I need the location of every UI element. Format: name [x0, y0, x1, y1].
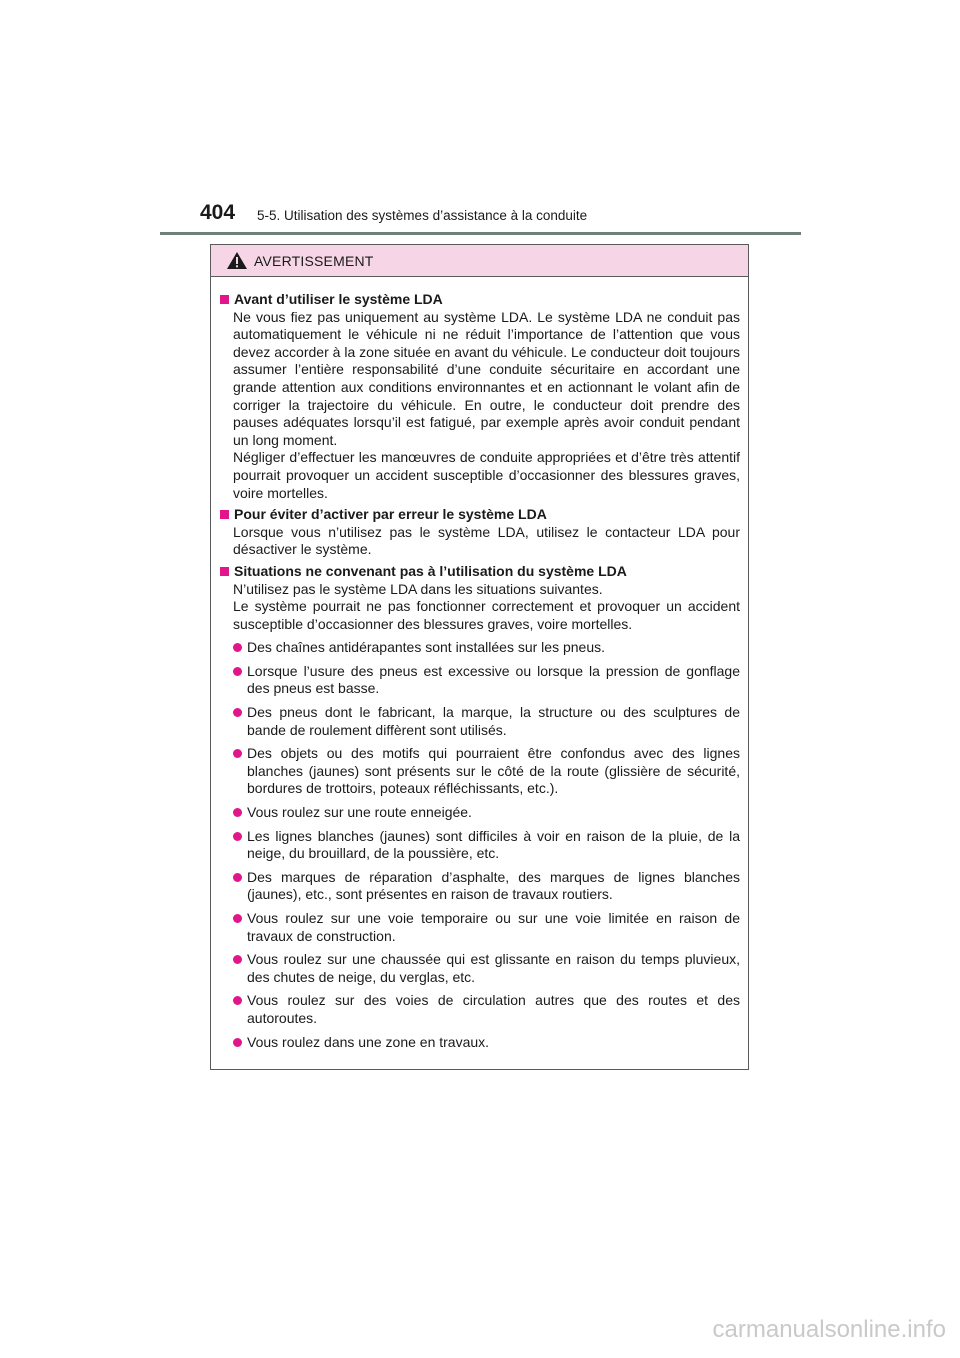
square-bullet-icon [220, 510, 229, 519]
list-item-text: Les lignes blanches (jaunes) sont difficiles à voir en raison de la pluie, de la neige, du brouillard, de la poussière, etc. [247, 827, 740, 862]
list-item [233, 828, 740, 863]
list-item [233, 663, 740, 698]
section-heading [220, 291, 740, 309]
round-bullet-icon [233, 708, 242, 717]
list-item [233, 704, 740, 739]
square-bullet-icon [220, 567, 229, 576]
situation-list [220, 639, 740, 1051]
running-head: 5-5. Utilisation des systèmes d’assistance à la conduite [257, 208, 588, 223]
paragraph: Négliger d’effectuer les manœuvres de conduite appropriées et d’être très attentif pourrait provoquer un accident susceptible d’occasionner des blessures graves, voire mortelles. [233, 449, 740, 501]
list-item [233, 745, 740, 798]
square-bullet-icon [220, 295, 229, 304]
warning-triangle-icon [226, 251, 248, 270]
warning-section [220, 506, 740, 559]
round-bullet-icon [233, 643, 242, 652]
warning-section [220, 563, 740, 1051]
list-item-text: Vous roulez sur des voies de circulation autres que des routes et des autoroutes. [247, 992, 740, 1026]
section-heading [220, 563, 740, 581]
list-item-text: Des objets ou des motifs qui pourraient être confondus avec des lignes blanches (jaunes) sont présents sur le côté de la route (glissière de sécurité, bordures de trottoirs, poteaux réfléchissants, etc.). [247, 745, 740, 797]
list-item-text: Vous roulez sur une route enneigée. [247, 804, 472, 821]
list-item-text: Lorsque l’usure des pneus est excessive ou lorsque la pression de gonflage des pneus est basse. [247, 662, 740, 697]
round-bullet-icon [233, 955, 242, 964]
round-bullet-icon [233, 832, 242, 841]
list-item-text: Des chaînes antidérapantes sont installées sur les pneus. [247, 639, 605, 656]
header-rule [160, 232, 801, 235]
round-bullet-icon [233, 914, 242, 923]
section-heading-text: Avant d’utiliser le système LDA [234, 291, 443, 307]
round-bullet-icon [233, 1038, 242, 1047]
warning-section [220, 291, 740, 502]
round-bullet-icon [233, 873, 242, 882]
list-item [233, 869, 740, 904]
paragraph: N’utilisez pas le système LDA dans les situations suivantes. [233, 580, 603, 597]
list-item [233, 910, 740, 945]
paragraph: Lorsque vous n’utilisez pas le système LDA, utilisez le contacteur LDA pour désactiver le système. [233, 523, 740, 558]
list-item [233, 804, 740, 822]
section-heading-text: Situations ne convenant pas à l’utilisation du système LDA [234, 562, 627, 579]
list-item [233, 992, 740, 1027]
page-number: 404 [200, 201, 236, 224]
list-item-text: Des pneus dont le fabricant, la marque, la structure ou des sculptures de bande de roulement diffèrent sont utilisés. [247, 704, 740, 738]
warning-box [210, 244, 749, 1070]
round-bullet-icon [233, 667, 242, 676]
list-item [233, 1034, 740, 1052]
paragraph: Ne vous fiez pas uniquement au système LDA. Le système LDA ne conduit pas automatiquement le véhicule ni ne réduit l’importance de l’attention que vous devez accorder à la zone située en avant du véhicule. Le conducteur doit toujours assumer l’entière responsabilité d’une conduite sécuritaire en accordant une grande attention aux conditions environnantes et en actionnant le volant afin de corriger la trajectoire du véhicule. En outre, le conducteur doit prendre des pauses adéquates lorsqu’il est fatigué, par exemple après avoir conduit pendant un long moment. [233, 308, 740, 448]
warning-header [211, 245, 748, 277]
warning-body [211, 277, 748, 1051]
list-item-text: Des marques de réparation d’asphalte, des marques de lignes blanches (jaunes), etc., sont présentes en raison de travaux routiers. [247, 868, 740, 903]
list-item-text: Vous roulez sur une voie temporaire ou sur une voie limitée en raison de travaux de construction. [247, 910, 740, 944]
list-item-text: Vous roulez sur une chaussée qui est glissante en raison du temps pluvieux, des chutes de neige, du verglas, etc. [247, 951, 740, 985]
list-item [233, 951, 740, 986]
list-item [233, 639, 740, 657]
round-bullet-icon [233, 996, 242, 1005]
round-bullet-icon [233, 808, 242, 817]
section-heading-text: Pour éviter d’activer par erreur le système LDA [234, 506, 547, 523]
round-bullet-icon [233, 749, 242, 758]
warning-title: AVERTISSEMENT [254, 252, 374, 269]
watermark: carmanualsonline.info [712, 1316, 946, 1343]
paragraph: Le système pourrait ne pas fonctionner correctement et provoquer un accident susceptible d’occasionner des blessures graves, voire mortelles. [233, 598, 740, 632]
section-heading [220, 506, 740, 524]
list-item-text: Vous roulez dans une zone en travaux. [247, 1033, 490, 1050]
